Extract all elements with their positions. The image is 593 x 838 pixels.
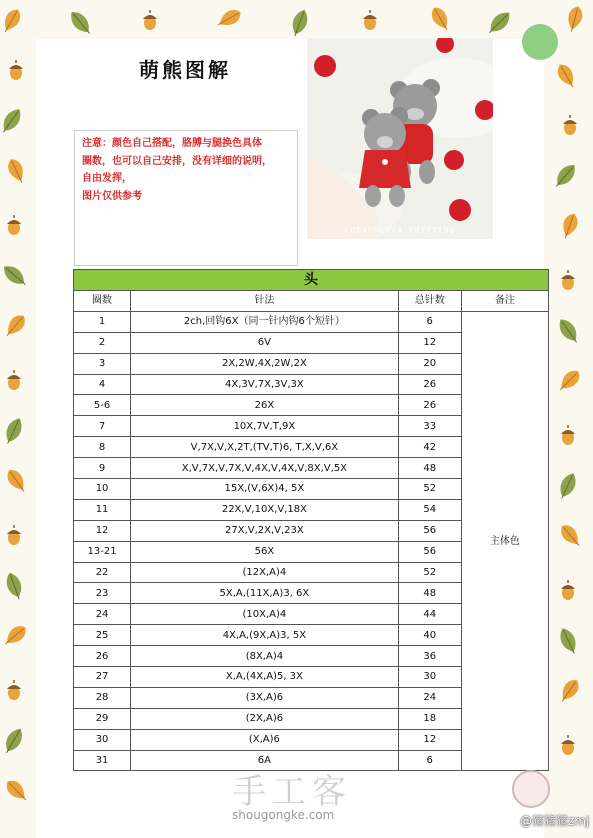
column-header-round: 圈数	[74, 291, 131, 312]
cell-stitch: 27X,V,2X,V,23X	[131, 520, 399, 541]
cell-stitch: 6V	[131, 332, 399, 353]
watermark: 手工客	[232, 772, 352, 812]
cell-total: 24	[398, 687, 461, 708]
cell-round: 8	[74, 437, 131, 458]
cell-round: 12	[74, 520, 131, 541]
cell-stitch: (12X,A)4	[131, 562, 399, 583]
cell-round: 29	[74, 708, 131, 729]
cell-round: 23	[74, 583, 131, 604]
cell-stitch: 26X	[131, 395, 399, 416]
cell-stitch: (2X,A)6	[131, 708, 399, 729]
page-title: 萌熊图解	[139, 58, 231, 82]
cell-stitch: 56X	[131, 541, 399, 562]
cell-round: 4	[74, 374, 131, 395]
cell-round: 26	[74, 646, 131, 667]
cell-total: 33	[398, 416, 461, 437]
photo-caption: LUDAORLOVA_KNITTING	[344, 226, 456, 235]
column-header-note: 备注	[461, 291, 548, 312]
cell-total: 56	[398, 520, 461, 541]
cell-stitch: 6A	[131, 750, 399, 771]
cell-stitch: 2ch,回钩6X（同一针内钩6个短针）	[131, 311, 399, 332]
cell-stitch: (3X,A)6	[131, 687, 399, 708]
crochet-pattern-table	[73, 269, 549, 771]
green-circle-decoration	[522, 24, 558, 60]
author-credit: @猪猪猪zmj	[520, 814, 590, 828]
cell-stitch: 10X,7V,T,9X	[131, 416, 399, 437]
cell-round: 3	[74, 353, 131, 374]
cell-total: 26	[398, 395, 461, 416]
cell-stitch: 15X,(V,6X)4, 5X	[131, 479, 399, 500]
cell-total: 6	[398, 750, 461, 771]
cell-round: 10	[74, 479, 131, 500]
table-body	[74, 311, 549, 771]
note-text: 注意：颜色自己搭配，胳膊与腿换色具体 圈数，也可以自己安排，没有详细的说明， 自由发挥， 图片仅供参考	[82, 138, 272, 202]
cell-round: 9	[74, 458, 131, 479]
cell-stitch: V,7X,V,X,2T,(TV,T)6, T,X,V,6X	[131, 437, 399, 458]
author-stamp-icon	[512, 770, 550, 808]
cell-round: 2	[74, 332, 131, 353]
cell-stitch: 5X,A,(11X,A)3, 6X	[131, 583, 399, 604]
cell-total: 44	[398, 604, 461, 625]
cell-total: 18	[398, 708, 461, 729]
cell-round: 7	[74, 416, 131, 437]
bear-photo	[307, 38, 493, 239]
cell-total: 36	[398, 646, 461, 667]
cell-note: 主体色	[461, 311, 548, 771]
cell-total: 20	[398, 353, 461, 374]
cell-round: 28	[74, 687, 131, 708]
cell-total: 56	[398, 541, 461, 562]
cell-total: 6	[398, 311, 461, 332]
cell-round: 30	[74, 729, 131, 750]
cell-round: 22	[74, 562, 131, 583]
cell-total: 48	[398, 458, 461, 479]
table-row	[74, 311, 549, 332]
column-header-total: 总针数	[398, 291, 461, 312]
cell-stitch: (X,A)6	[131, 729, 399, 750]
cell-total: 52	[398, 479, 461, 500]
cell-stitch: 4X,A,(9X,A)3, 5X	[131, 625, 399, 646]
cell-total: 52	[398, 562, 461, 583]
cell-stitch: 2X,2W,4X,2W,2X	[131, 353, 399, 374]
cell-total: 54	[398, 499, 461, 520]
column-header-stitch: 针法	[131, 291, 399, 312]
cell-round: 27	[74, 667, 131, 688]
cell-stitch: (8X,A)4	[131, 646, 399, 667]
cell-stitch: (10X,A)4	[131, 604, 399, 625]
cell-total: 48	[398, 583, 461, 604]
cell-stitch: X,V,7X,V,7X,V,4X,V,4X,V,8X,V,5X	[131, 458, 399, 479]
cell-total: 26	[398, 374, 461, 395]
cell-total: 30	[398, 667, 461, 688]
cell-round: 1	[74, 311, 131, 332]
cell-round: 11	[74, 499, 131, 520]
cell-round: 25	[74, 625, 131, 646]
cell-stitch: X,A,(4X,A)5, 3X	[131, 667, 399, 688]
cell-round: 24	[74, 604, 131, 625]
watermark-url: shougongke.com	[232, 808, 335, 822]
section-title: 头	[74, 270, 549, 291]
cell-stitch: 22X,V,10X,V,18X	[131, 499, 399, 520]
cell-stitch: 4X,3V,7X,3V,3X	[131, 374, 399, 395]
cell-round: 13-21	[74, 541, 131, 562]
cell-round: 5-6	[74, 395, 131, 416]
cell-round: 31	[74, 750, 131, 771]
cell-total: 12	[398, 332, 461, 353]
cell-total: 12	[398, 729, 461, 750]
cell-total: 40	[398, 625, 461, 646]
cell-total: 42	[398, 437, 461, 458]
